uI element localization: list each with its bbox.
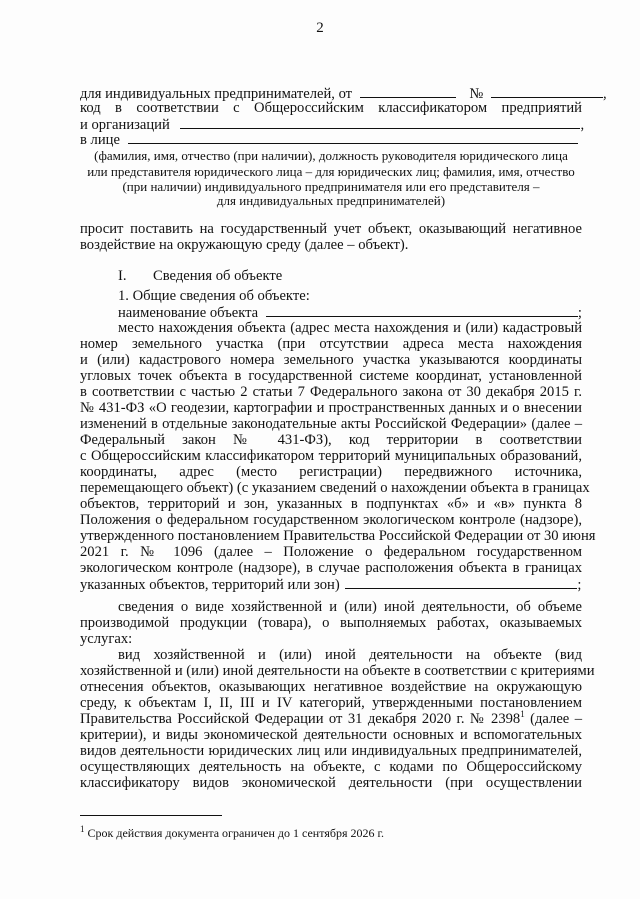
- location-last-line: [80, 576, 582, 593]
- kind-line: отнесения объектов, оказывающих негативное воздействие на окружающую: [80, 679, 582, 695]
- location-line: место нахождения объекта (адрес места нахождения и (или) кадастровый: [118, 320, 582, 336]
- activity-line: производимой продукции (товара), о выполняемых работах, оказываемых: [80, 615, 582, 631]
- date-field[interactable]: [360, 85, 456, 98]
- location-line: в соответствии с частью 2 статьи 7 Федерального закона от 30 декабря 2015 г.: [80, 384, 582, 400]
- line-end-comma: ,: [602, 86, 607, 102]
- location-line: координаты, адрес (место регистрации) передвижного источника,: [80, 464, 582, 480]
- footnote-text: Срок действия документа ограничен до 1 сентября 2026 г.: [87, 826, 385, 840]
- field-caption-line: или представителя юридического лица – для юридических лиц; фамилия, имя, отчество: [87, 164, 575, 179]
- line-end-semicolon: ;: [577, 577, 582, 593]
- number-field[interactable]: [491, 85, 603, 98]
- field-caption-line: (фамилия, имя, отчество (при наличии), должность руководителя юридического лица: [94, 148, 568, 163]
- field-caption-line: для индивидуальных предпринимателей): [216, 193, 446, 208]
- section-number: I.: [118, 268, 127, 284]
- location-line: экологическом контроле (надзоре), в случае расположения объекта в границах: [80, 560, 582, 576]
- representative-label: в лице: [80, 132, 120, 148]
- applicant-date-label: для индивидуальных предпринимателей, от: [80, 86, 353, 102]
- kind-line: осуществляющих деятельность на объекте, с кодами по Общероссийскому: [80, 759, 582, 775]
- kind-line: вид хозяйственной и (или) иной деятельности на объекте (вид: [118, 647, 582, 663]
- footnote-separator: [80, 815, 222, 816]
- representative-line: [80, 131, 582, 148]
- location-line: утвержденного постановлением Правительства Российской Федерации от 30 июня: [80, 528, 596, 544]
- intro-line: воздействие на окружающую среду (далее – объект).: [80, 237, 409, 253]
- kind-line: хозяйственной и (или) иной деятельности на объекте в соответствии с критериями: [80, 663, 595, 679]
- line-end-semicolon: ;: [577, 305, 582, 321]
- footnote-mark: 1: [80, 824, 85, 834]
- line-end-comma: ,: [580, 117, 585, 133]
- section-title: Сведения об объекте: [153, 268, 283, 284]
- activity-line: услугах:: [80, 631, 133, 647]
- location-field[interactable]: [345, 576, 577, 589]
- okpo-line: код в соответствии с Общероссийским классификатором предприятий: [80, 100, 582, 116]
- location-line: номер земельного участка (при отсутствии адреса места нахождения: [80, 336, 582, 352]
- kind-line: критерии), и виды экономической деятельности основных и вспомогательных: [80, 727, 582, 743]
- field-caption-line: (при наличии) индивидуального предпринимателя или его представителя –: [122, 179, 540, 194]
- location-line: угловых точек объекта в государственной системе координат, установленной: [80, 368, 582, 384]
- location-line: Положения о федеральном государственном экологическом контроле (надзоре),: [80, 512, 582, 528]
- location-line: перемещающего объект) (с указанием сведений о нахождении объекта в границах: [80, 480, 590, 496]
- okpo-code-field[interactable]: [180, 116, 580, 129]
- location-line: изменений в отдельные законодательные акты Российской Федерации» (далее –: [80, 416, 582, 432]
- kind-line-text: Правительства Российской Федерации от 31 декабря 2020 г. № 2398: [80, 711, 521, 727]
- location-line: объектов, территорий и зон, указанных в подпунктах «б» и «в» пункта 8: [80, 496, 582, 512]
- kind-line-text: (далее –: [524, 711, 582, 727]
- okpo-label-end: и организаций: [80, 117, 170, 133]
- location-line: 2021 г. № 1096 (далее – Положение о федеральном государственном: [80, 544, 582, 560]
- object-name-field[interactable]: [266, 304, 578, 317]
- location-line: с Общероссийским классификатором территорий муниципальных образований,: [80, 448, 582, 464]
- object-name-line: [118, 304, 582, 321]
- intro-line: просит поставить на государственный учет объект, оказывающий негативное: [80, 221, 582, 237]
- footnote: [80, 826, 384, 841]
- representative-field[interactable]: [128, 131, 578, 144]
- page-number: 2: [316, 20, 324, 36]
- kind-line: классификатору видов экономической деятельности (при осуществлении: [80, 775, 582, 791]
- location-last-text: указанных объектов, территорий или зон): [80, 577, 340, 593]
- subsection-title: 1. Общие сведения об объекте:: [118, 288, 310, 304]
- kind-line: видов деятельности юридических лиц или индивидуальных предпринимателей,: [80, 743, 582, 759]
- location-line: № 431-ФЗ «О геодезии, картографии и пространственных данных и о внесении: [80, 400, 582, 416]
- object-name-label: наименование объекта: [118, 305, 259, 321]
- number-sign: №: [469, 86, 484, 102]
- location-line: и (или) кадастрового номера земельного участка указываются координаты: [80, 352, 582, 368]
- kind-line-with-footnote: [80, 711, 582, 727]
- footnote-reference[interactable]: 1: [520, 709, 525, 720]
- kind-line: среду, к объектам I, II, III и IV категорий, утвержденными постановлением: [80, 695, 582, 711]
- activity-line: сведения о виде хозяйственной и (или) иной деятельности, об объеме: [118, 599, 582, 615]
- location-line: Федеральный закон № 431-ФЗ), код территории в соответствии: [80, 432, 582, 448]
